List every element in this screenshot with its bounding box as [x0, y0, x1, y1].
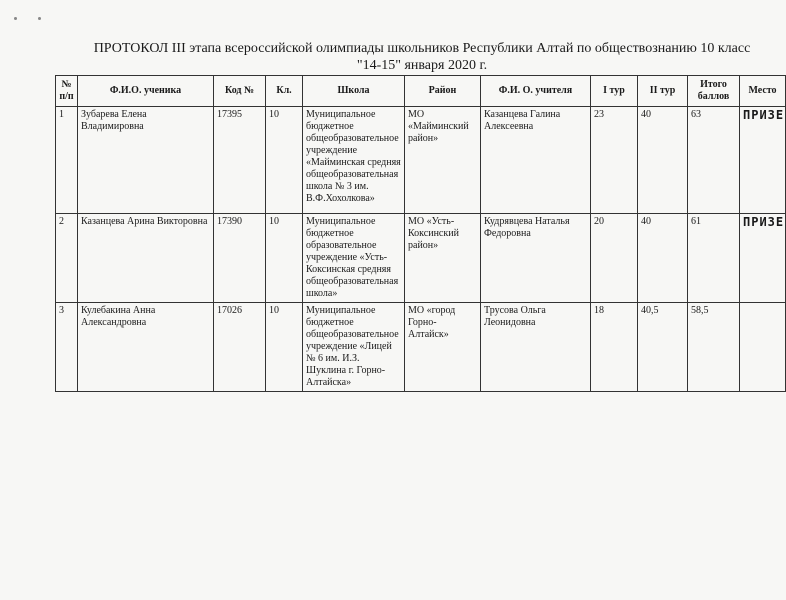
- cell-num: 3: [56, 303, 78, 392]
- header-tour1: I тур: [591, 76, 638, 107]
- header-teacher: Ф.И. О. учителя: [481, 76, 591, 107]
- header-school: Школа: [303, 76, 405, 107]
- header-code: Код №: [214, 76, 266, 107]
- protocol-table: [55, 75, 786, 392]
- cell-grade: 10: [266, 214, 303, 303]
- cell-district: МО «Усть-Коксинский район»: [405, 214, 481, 303]
- cell-tour2: 40,5: [638, 303, 688, 392]
- cell-code: 17395: [214, 107, 266, 214]
- document-title: [92, 40, 752, 74]
- cell-place: [740, 303, 786, 392]
- cell-school: Муниципальное бюджетное общеобразовательное учреждение «Майминская средняя общеобразовательная школа № 3 им. В.Ф.Хохолкова»: [303, 107, 405, 214]
- cell-num: 2: [56, 214, 78, 303]
- table-row: [56, 303, 786, 392]
- cell-name: Казанцева Арина Викторовна: [78, 214, 214, 303]
- protocol-table-wrapper: [55, 75, 785, 392]
- cell-total: 61: [688, 214, 740, 303]
- header-name: Ф.И.О. ученика: [78, 76, 214, 107]
- cell-place-stamp: ПРИЗЕ: [740, 214, 786, 303]
- cell-name: Кулебакина Анна Александровна: [78, 303, 214, 392]
- scan-speck: [14, 17, 17, 20]
- table-header-row: [56, 76, 786, 107]
- table-row: [56, 214, 786, 303]
- cell-teacher: Казанцева Галина Алексеевна: [481, 107, 591, 214]
- title-line-1: ПРОТОКОЛ III этапа всероссийской олимпиады школьников Республики Алтай по обществознанию 10 класс: [93, 41, 751, 56]
- header-total: Итого баллов: [688, 76, 740, 107]
- cell-teacher: Трусова Ольга Леонидовна: [481, 303, 591, 392]
- cell-grade: 10: [266, 107, 303, 214]
- cell-num: 1: [56, 107, 78, 214]
- header-tour2: II тур: [638, 76, 688, 107]
- cell-tour2: 40: [638, 214, 688, 303]
- cell-code: 17390: [214, 214, 266, 303]
- cell-place-stamp: ПРИЗЕ: [740, 107, 786, 214]
- cell-tour1: 18: [591, 303, 638, 392]
- cell-teacher: Кудрявцева Наталья Федоровна: [481, 214, 591, 303]
- cell-district: МО «Майминский район»: [405, 107, 481, 214]
- cell-code: 17026: [214, 303, 266, 392]
- title-line-2: "14-15" января 2020 г.: [356, 58, 488, 73]
- table-row: [56, 107, 786, 214]
- cell-school: Муниципальное бюджетное образовательное учреждение «Усть-Коксинская средняя общеобразовательная школа»: [303, 214, 405, 303]
- cell-tour1: 20: [591, 214, 638, 303]
- cell-total: 58,5: [688, 303, 740, 392]
- cell-tour1: 23: [591, 107, 638, 214]
- cell-total: 63: [688, 107, 740, 214]
- cell-name: Зубарева Елена Владимировна: [78, 107, 214, 214]
- cell-grade: 10: [266, 303, 303, 392]
- scan-speck: [38, 17, 41, 20]
- cell-school: Муниципальное бюджетное общеобразовательное учреждение «Лицей № 6 им. И.З. Шуклина г. Горно-Алтайска»: [303, 303, 405, 392]
- cell-district: МО «город Горно-Алтайск»: [405, 303, 481, 392]
- header-num: № п/п: [56, 76, 78, 107]
- header-place: Место: [740, 76, 786, 107]
- cell-tour2: 40: [638, 107, 688, 214]
- header-district: Район: [405, 76, 481, 107]
- header-grade: Кл.: [266, 76, 303, 107]
